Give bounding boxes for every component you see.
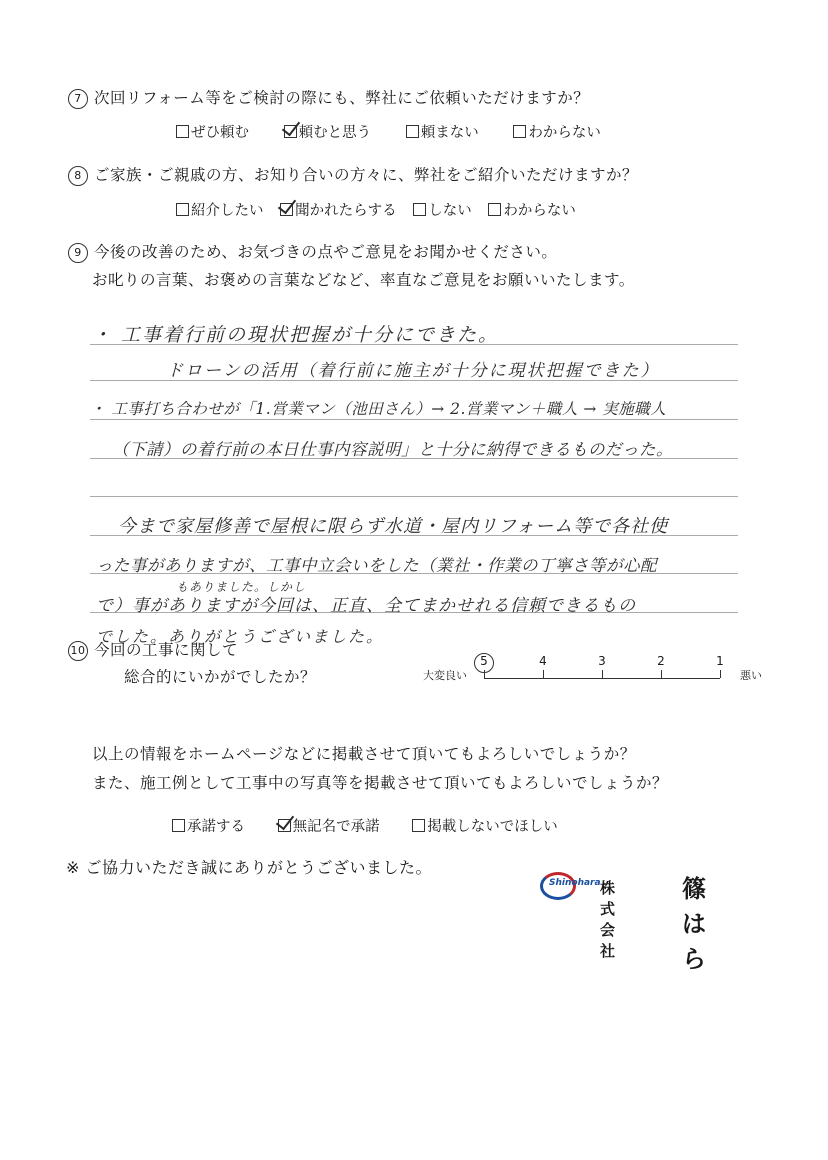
checkbox[interactable] [172, 819, 185, 832]
consent-options [172, 815, 558, 836]
handwritten-comment-line: （下請）の着行前の本日仕事内容説明」と十分に納得できるものだった。 [112, 440, 673, 459]
scale-value[interactable]: 3 [598, 654, 606, 668]
question-10-subtext: 総合的にいかがでしたか？ [124, 668, 317, 686]
scale-value[interactable]: 5 [480, 654, 488, 668]
company-name: 篠はら [682, 874, 708, 973]
scale-tick [602, 670, 603, 678]
scale-axis [484, 678, 720, 679]
scale-value[interactable]: 1 [716, 654, 724, 668]
question-9-subtext: お叱りの言葉、お褒めの言葉などなど、率直なご意見をお願いいたします。 [92, 271, 635, 289]
q8-option-0[interactable]: 紹介したい [176, 203, 264, 219]
consent-option-1[interactable]: 無記名で承諾 [278, 819, 380, 835]
handwritten-comment-line: 今まで家屋修善で屋根に限らず水道・屋内リフォーム等で各社使 [118, 516, 669, 537]
scale-tick [661, 670, 662, 678]
handwritten-comment-line: でした。ありがとうございました。 [96, 627, 385, 646]
handwritten-insertion: もありました。しかし [176, 580, 307, 594]
checkbox[interactable] [412, 819, 425, 832]
question-text: 今回の工事に関して [94, 641, 239, 659]
question-text: ご家族・ご親戚の方、お知り合いの方々に、弊社をご紹介いただけますか？ [94, 166, 639, 184]
q8-option-3[interactable]: わからない [488, 203, 576, 219]
thanks-message: ※ ご協力いただき誠にありがとうございました。 [66, 858, 432, 877]
handwritten-comment-line: で）事がありますが今回は、正直、全てまかせれる信頼できるもの [96, 596, 636, 616]
handwritten-comment-line: ドローンの活用（着行前に施主が十分に現状把握できた） [166, 361, 660, 381]
handwritten-comment-line: った事がありますが、工事中立会いをした（業社・作業の丁寧さ等が心配 [96, 556, 657, 575]
handwritten-comment-line: ・ 工事着行前の現状把握が十分にできた。 [92, 324, 500, 346]
consent-question-2: また、施工例として工事中の写真等を掲載させて頂いてもよろしいでしょうか？ [92, 774, 669, 792]
company-prefix: 株式会社 [600, 879, 618, 960]
logo-wordmark: Shinohara [549, 878, 601, 888]
question-number: 8 [68, 166, 88, 186]
consent-option-2[interactable]: 掲載しないでほしい [412, 819, 558, 835]
q7-option-3[interactable]: わからない [513, 125, 601, 141]
scale-label-worst: 悪い [740, 669, 762, 682]
q7-option-1[interactable]: 頼むと思う [284, 125, 372, 141]
question-text: 今後の改善のため、お気づきの点やご意見をお聞かせください。 [94, 243, 558, 261]
handwritten-comment-line: ・ 工事打ち合わせが「1.営業マン（池田さん）→ 2.営業マン＋職人 → 実施職人 [90, 400, 667, 418]
q8-option-2[interactable]: しない [413, 203, 472, 219]
question-number: 10 [68, 641, 88, 661]
q7-option-2[interactable]: 頼まない [406, 125, 479, 141]
consent-question-1: 以上の情報をホームページなどに掲載させて頂いてもよろしいでしょうか？ [92, 745, 636, 763]
scale-value[interactable]: 2 [657, 654, 665, 668]
consent-option-0[interactable]: 承諾する [172, 819, 245, 835]
scale-tick [720, 670, 721, 678]
q8-option-1[interactable]: 聞かれたらする [280, 203, 397, 219]
scale-tick [543, 670, 544, 678]
question-number: 9 [68, 243, 88, 263]
checkbox-checked[interactable] [278, 819, 291, 832]
question-number: 7 [68, 89, 88, 109]
q7-option-0[interactable]: ぜひ頼む [176, 125, 249, 141]
question-text: 次回リフォーム等をご検討の際にも、弊社にご依頼いただけますか？ [94, 89, 590, 107]
selected-rating-circle [474, 653, 494, 673]
scale-label-best: 大変良い [423, 669, 467, 682]
scale-value[interactable]: 4 [539, 654, 547, 668]
